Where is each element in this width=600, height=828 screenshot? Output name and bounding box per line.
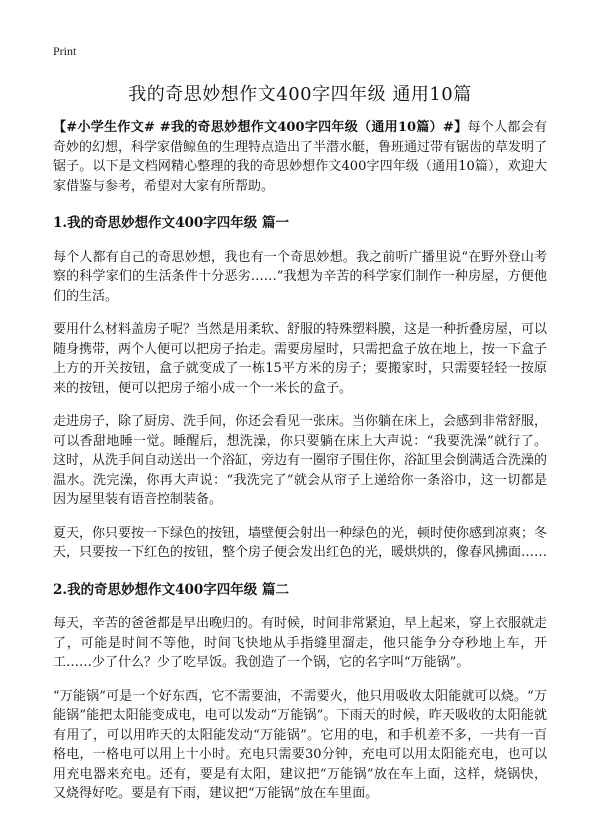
paragraph: 每天，辛苦的爸爸都是早出晚归的。有时候，时间非常紧迫，早上起来，穿上衣服就走了，可能是时间不等他，时间飞快地从手指缝里溜走，他只能争分夺秒地上车，开工……少了什么？少了吃早饭。我创造了一个锅，它的名字叫“万能锅”。 bbox=[53, 616, 548, 670]
paragraph: 要用什么材料盖房子呢？当然是用柔软、舒服的特殊塑料膜，这是一种折叠房屋，可以随身携带，两个人便可以把房子抬走。需要房屋时，只需把盒子放在地上，按一下盒子上方的开关按钮，盒子就变成了一栋15平方米的房子；要搬家时，只需要轻轻一按原来的按钮，便可以把房子缩小成一个一米长的盒子。 bbox=[53, 322, 548, 396]
article-body bbox=[53, 118, 547, 818]
section-heading-1: 1.我的奇思妙想作文400字四年级 篇一 bbox=[53, 215, 289, 231]
paragraph: 走进房子，除了厨房、洗手间，你还会看见一张床。当你躺在床上，会感到非常舒服，可以香甜地睡一觉。睡醒后，想洗澡，你只要躺在床上大声说：“我要洗澡”就行了。这时，从洗手间自动送出一个浴缸，旁边有一圈帘子围住你，浴缸里会倒满适合洗澡的温水。洗完澡，你再大声说：“我洗完了”就会从帘子上递给你一条浴巾，这一切都是因为屋里装有语音控制装备。 bbox=[53, 414, 548, 507]
paragraph: “万能锅”可是一个好东西，它不需要油，不需要火，他只用吸收太阳能就可以烧。“万能锅”能把太阳能变成电，电可以发动“万能锅”。下雨天的时候，昨天吸收的太阳能就有用了，可以用昨天的太阳能发动“万能锅”。它用的电，和手机差不多，一共有一百格电，一格电可以用上十小时。充电只需要30分钟，充电可以用太阳能充电，也可以用充电器来充电。还有，要是有太阳，建议把“万能锅”放在车上面，这样，烧锅快，又烧得好吃。要是有下雨，建议把“万能锅”放在车里面。 bbox=[53, 688, 547, 801]
intro-tag: 【#小学生作文# #我的奇思妙想作文400字四年级（通用10篇）#】 bbox=[53, 120, 468, 135]
paragraph: 每个人都有自己的奇思妙想，我也有一个奇思妙想。我之前听广播里说“在野外登山考察的科学家们的生活条件十分恶劣……”我想为辛苦的科学家们制作一种房屋，方便他们的生活。 bbox=[53, 249, 547, 304]
intro-text: 每个人都会有奇妙的幻想，科学家借鲸鱼的生理特点造出了半潜水艇，鲁班通过带有锯齿的草发明了锯子。以下是文档网精心整理的我的奇思妙想作文400字四年级（通用10篇），欢迎大家借鉴与参考，希望对大家有所帮助。 bbox=[53, 120, 548, 194]
page-title: 我的奇思妙想作文400字四年级 通用10篇 bbox=[128, 84, 472, 105]
intro-paragraph bbox=[53, 118, 547, 196]
print-link[interactable]: Print bbox=[53, 44, 77, 58]
paragraph: 夏天，你只要按一下绿色的按钮，墙壁便会射出一种绿色的光，顿时使你感到凉爽；冬天，只要按一下红色的按钮，整个房子便会发出红色的光，暖烘烘的，像春风拂面…… bbox=[53, 525, 548, 560]
section-heading-2: 2.我的奇思妙想作文400字四年级 篇二 bbox=[53, 581, 289, 598]
